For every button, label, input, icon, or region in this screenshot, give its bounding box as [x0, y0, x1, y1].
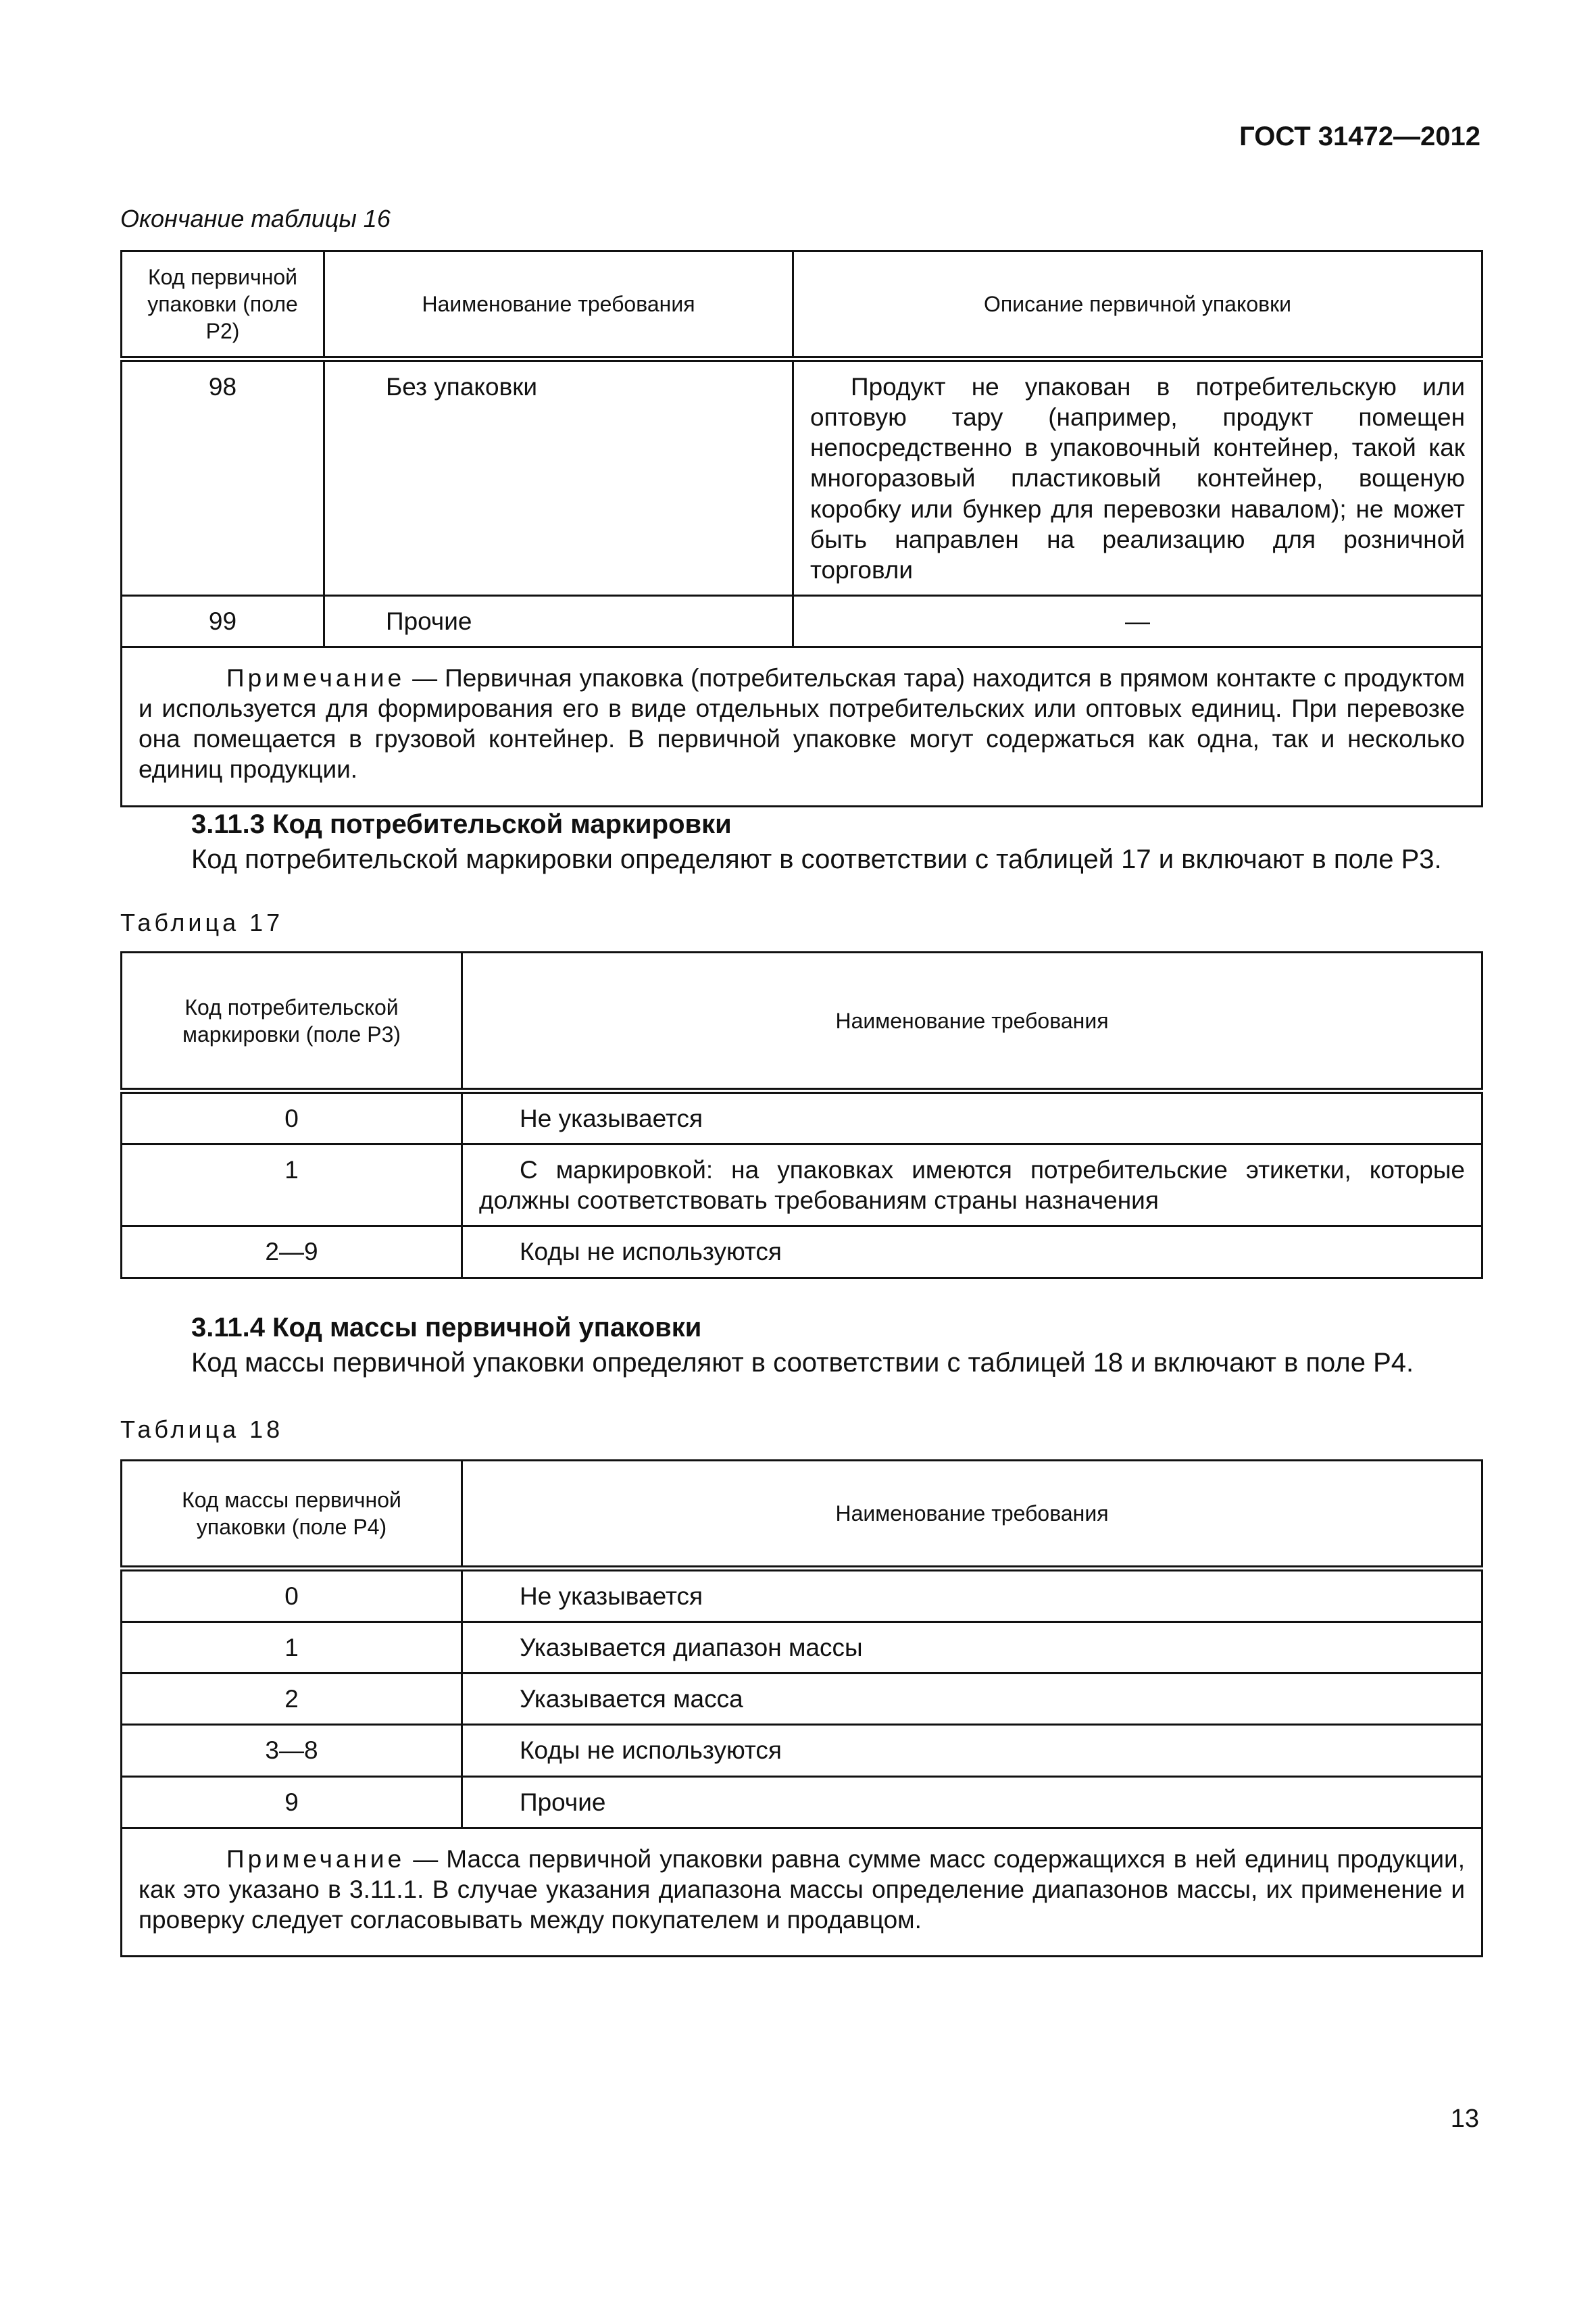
table-16 — [120, 250, 1483, 807]
table-17-cell-code: 1 — [122, 1145, 462, 1226]
table-18-cell-name: Указывается масса — [462, 1674, 1482, 1725]
table-row — [122, 359, 1482, 596]
note-label: Примечание — [226, 664, 405, 692]
document-code: ГОСТ 31472—2012 — [1239, 122, 1480, 151]
table-row — [122, 1725, 1482, 1776]
table-row — [122, 1622, 1482, 1674]
table-row — [122, 1091, 1482, 1145]
section-3-11-4-text: Код массы первичной упаковки определяют в соответствии с таблицей 18 и включают в поле Р4. — [191, 1348, 1414, 1378]
table-17-cell-name: Не указывается — [462, 1091, 1482, 1145]
table-18-cell-name: Коды не используются — [462, 1725, 1482, 1776]
table-16-cell-code: 98 — [122, 359, 324, 596]
table-16-cell-name: Без упаковки — [324, 359, 793, 596]
table-17-cell-code: 0 — [122, 1091, 462, 1145]
table-row — [122, 1145, 1482, 1226]
table-16-header-description: Описание первичной упаковки — [793, 251, 1482, 359]
table-18-cell-code: 9 — [122, 1776, 462, 1828]
table-row — [122, 595, 1482, 647]
table-row — [122, 1674, 1482, 1725]
table-17-header-code: Код потребительской маркировки (поле Р3) — [122, 953, 462, 1091]
table-18-cell-name: Не указывается — [462, 1569, 1482, 1622]
table-16-header-name: Наименование требования — [324, 251, 793, 359]
table-18-cell-code: 2 — [122, 1674, 462, 1725]
table-18 — [120, 1459, 1483, 1957]
table-17 — [120, 951, 1483, 1279]
table-16-cell-description: Продукт не упакован в потребительскую или оптовую тару (например, продукт помещен непосредственно в упаковочный контейнер, такой как многоразовый пластиковый контейнер, вощеную коробку или бункер для перевозки навалом); не может быть направлен на реализацию для розничной торговли — [793, 359, 1482, 596]
note-text: — Масса первичной упаковки равна сумме масс содержащихся в ней единиц продукции, как это указано в 3.11.1. В случае указания диапазона массы определение диапазонов массы, их применение и проверку следует согласовывать между покупателем и продавцом. — [139, 1844, 1465, 1934]
section-3-11-4-heading: 3.11.4 Код массы первичной упаковки — [191, 1313, 702, 1342]
table-row — [122, 1569, 1482, 1622]
table-18-header-code: Код массы первичной упаковки (поле Р4) — [122, 1461, 462, 1569]
table-row — [122, 1776, 1482, 1828]
table-18-caption: Таблица 18 — [120, 1415, 284, 1443]
table-18-note-row — [122, 1828, 1482, 1956]
table-18-cell-name: Прочие — [462, 1776, 1482, 1828]
table-16-cell-code: 99 — [122, 595, 324, 647]
table-16-note-row — [122, 647, 1482, 807]
table-17-caption: Таблица 17 — [120, 909, 284, 936]
table-18-note — [122, 1828, 1482, 1956]
table-18-cell-name: Указывается диапазон массы — [462, 1622, 1482, 1674]
table-18-header-name: Наименование требования — [462, 1461, 1482, 1569]
note-text: — Первичная упаковка (потребительская тара) находится в прямом контакте с продуктом и используется для формирования его в виде отдельных потребительских или оптовых единиц. При перевозке она помещается в грузовой контейнер. В первичной упаковке могут содержаться как одна, так и несколько единиц продукции. — [139, 664, 1465, 784]
section-3-11-3-heading: 3.11.3 Код потребительской маркировки — [191, 809, 732, 839]
table-16-note — [122, 647, 1482, 807]
table-17-cell-name: Коды не используются — [462, 1226, 1482, 1278]
table-18-cell-code: 0 — [122, 1569, 462, 1622]
table-16-caption: Окончание таблицы 16 — [120, 205, 391, 232]
table-18-cell-code: 3—8 — [122, 1725, 462, 1776]
table-17-cell-name: С маркировкой: на упаковках имеются потребительские этикетки, которые должны соответствовать требованиям страны назначения — [462, 1145, 1482, 1226]
table-16-cell-description: — — [793, 595, 1482, 647]
table-17-header-name: Наименование требования — [462, 953, 1482, 1091]
page-number: 13 — [1450, 2105, 1479, 2133]
table-16-header-code: Код первичной упаковки (поле Р2) — [122, 251, 324, 359]
section-3-11-3-text: Код потребительской маркировки определяют в соответствии с таблицей 17 и включают в поле Р3. — [191, 845, 1442, 874]
table-16-cell-name: Прочие — [324, 595, 793, 647]
note-label: Примечание — [226, 1844, 405, 1873]
table-17-cell-code: 2—9 — [122, 1226, 462, 1278]
table-row — [122, 1226, 1482, 1278]
table-18-cell-code: 1 — [122, 1622, 462, 1674]
